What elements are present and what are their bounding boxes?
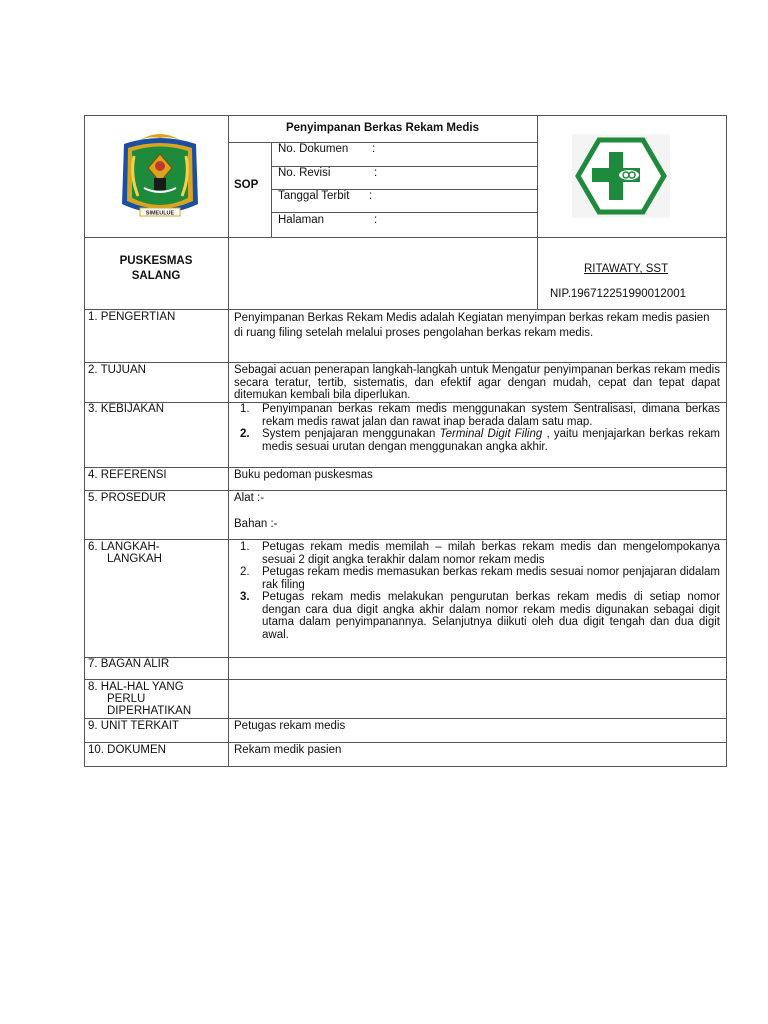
institution-name-line2: SALANG [131, 270, 181, 282]
row-divider [84, 490, 727, 491]
langkah-item [240, 591, 720, 641]
row-label-dokumen: 10. DOKUMEN [88, 744, 166, 756]
langkah-item-text: Petugas rekam medis memilah – milah berkas rekam medis dan mengelompokanya sesuai 2 digit angka terakhir dalam nomor rekam medis [262, 541, 720, 566]
field-no-dokumen-label: No. Dokumen [278, 143, 349, 155]
row-label-halhal-line2: PERLU [107, 693, 146, 705]
referensi-text: Buku pedoman puskesmas [234, 469, 373, 481]
kebijakan-item-text-pre: System penjajaran menggunakan [262, 428, 440, 440]
tujuan-text: Sebagai acuan penerapan langkah-langkah untuk Mengatur penyimpanan berkas rekam medis secara teratur, tertib, sistematis, dan efektif agar dengan mudah, cepat dan tepat dapat ditemukan kembali bila diperlukan. [234, 364, 720, 401]
row-label-referensi: 4. REFERENSI [88, 469, 167, 481]
field-no-dokumen-sep: : [372, 143, 376, 155]
table-border-left [84, 115, 85, 767]
field-divider [271, 212, 537, 213]
langkah-item-text: Petugas rekam medis melakukan pengurutan berkas rekam medis di setiap nomor dengan cara dua digit angka akhir dalam nomor rekam medis digunakan sebagai digit utama dalam penyimpanannya. Selanjutnya diikuti oleh dua digit tengah dan dua digit awal. [262, 591, 720, 641]
pengertian-text: Penyimpanan Berkas Rekam Medis adalah Kegiatan menyimpan berkas rekam medis pasien di ruang filing setelah melalui proses pengolahan berkas rekam medis. [234, 312, 710, 339]
row-label-halhal-line3: DIPERHATIKAN [107, 705, 192, 717]
right-header-divider [537, 115, 538, 310]
langkah-item [240, 541, 720, 566]
row-label-kebijakan: 3. KEBIJAKAN [88, 403, 165, 415]
row-divider [84, 657, 727, 658]
row-divider [84, 467, 727, 468]
kebijakan-item-number: 2. [240, 428, 250, 440]
table-border-bottom [84, 766, 727, 767]
row-divider [84, 362, 727, 363]
header-bottom-line [84, 237, 727, 238]
kebijakan-list [232, 403, 720, 453]
sop-divider [271, 142, 272, 238]
langkah-item-number: 1. [240, 541, 250, 553]
row-label-langkah-line2: LANGKAH [107, 553, 162, 565]
row-label-halhal-line1: 8. HAL-HAL YANG [88, 681, 184, 693]
signer-name: RITAWATY, SST [584, 263, 669, 275]
prosedur-bahan: Bahan :- [234, 518, 278, 530]
row-label-bagan-alir: 7. BAGAN ALIR [88, 658, 170, 670]
field-tanggal-terbit-label: Tanggal Terbit [278, 190, 350, 202]
row-label-tujuan: 2. TUJUAN [88, 364, 146, 376]
field-no-revisi-label: No. Revisi [278, 167, 331, 179]
langkah-item-number: 3. [240, 591, 250, 603]
kebijakan-item [240, 428, 721, 453]
field-no-revisi-sep: : [374, 167, 378, 179]
signer-nip: NIP.196712251990012001 [550, 288, 687, 300]
kebijakan-item [240, 403, 720, 428]
kebijakan-item-number: 1. [240, 403, 250, 415]
prosedur-alat: Alat :- [234, 492, 265, 504]
title-divider [228, 142, 537, 143]
row-label-prosedur: 5. PROSEDUR [88, 492, 166, 504]
row-label-pengertian: 1. PENGERTIAN [88, 311, 176, 323]
kebijakan-item-text: Penyimpanan berkas rekam medis menggunakan system Sentralisasi, dimana berkas rekam medis rawat jalan dan rawat inap berada dalam satu map. [262, 403, 720, 428]
table-border-top [84, 115, 727, 116]
langkah-item [240, 566, 720, 591]
row-divider [84, 742, 727, 743]
regency-crest-logo [110, 126, 210, 226]
row-label-langkah-line1: 6. LANGKAH- [88, 541, 160, 553]
row-divider [84, 718, 727, 719]
puskesmas-logo [572, 134, 670, 218]
langkah-list [232, 541, 720, 641]
field-halaman-sep: : [374, 214, 378, 226]
table-border-right [726, 115, 727, 767]
institution-name-line1: PUSKESMAS [119, 255, 193, 267]
document-title: Penyimpanan Berkas Rekam Medis [285, 122, 480, 134]
column-divider [228, 115, 229, 767]
crest-banner-text: SIMEULUE [145, 210, 175, 217]
langkah-item-number: 2. [240, 566, 250, 578]
sop-label: SOP [234, 179, 259, 191]
langkah-item-text: Petugas rekam medis memasukan berkas rekam medis sesuai nomor penjajaran didalam rak filing [262, 566, 720, 591]
dokumen-text: Rekam medik pasien [234, 744, 342, 756]
row-divider [84, 309, 727, 310]
unit-terkait-text: Petugas rekam medis [234, 720, 346, 732]
row-label-unit-terkait: 9. UNIT TERKAIT [88, 720, 179, 732]
kebijakan-item-text-italic: Terminal Digit Filing [439, 428, 543, 440]
field-halaman-label: Halaman [278, 214, 325, 226]
row-divider [84, 679, 727, 680]
field-tanggal-terbit-sep: : [369, 190, 373, 202]
kebijakan-item-text-post: , yaitu menjajarkan berkas rekam medis sesuai urutan dengan menggunakan angka akhir. [262, 428, 721, 453]
row-divider [84, 539, 727, 540]
